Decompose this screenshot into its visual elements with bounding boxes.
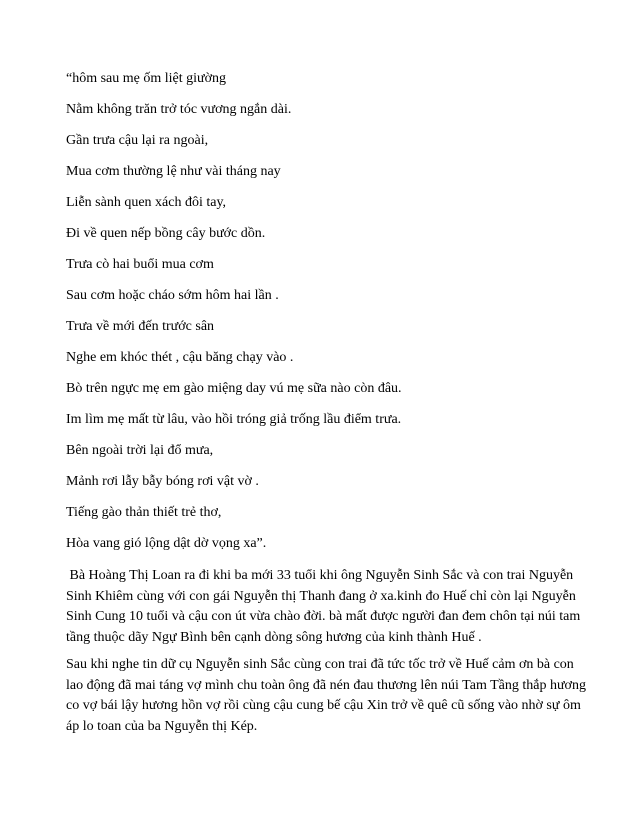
poem-line-13: Bên ngoài trời lại đổ mưa, bbox=[66, 443, 214, 458]
poem-line-14: Mảnh rơi lẫy bẫy bóng rơi vật vờ . bbox=[66, 474, 259, 489]
poem-line-4: Mua cơm thường lệ như vài tháng nay bbox=[66, 164, 281, 179]
document-page bbox=[66, 70, 586, 744]
poem-line-15: Tiếng gào thản thiết trẻ thơ, bbox=[66, 505, 222, 520]
poem-line-1: “hôm sau mẹ ốm liệt giường bbox=[66, 71, 227, 86]
paragraph-2: Sau khi nghe tin dữ cụ Nguyễn sinh Sắc cùng con trai đã tức tốc trở về Huế cảm ơn bà con lao động đã mai táng vợ mình chu toàn ông đã nén đau thương lên núi Tam Tầng thắp hương co vợ bái lậy hương hồn vợ rồi cùng cậu cung bế cậu Xin trở về quê cũ sống vào nhờ sự ôm áp lo toan của ba Nguyễn thị Kép. bbox=[66, 657, 586, 734]
poem-line-7: Trưa cò hai buổi mua cơm bbox=[66, 257, 214, 272]
poem-line-11: Bò trên ngực mẹ em gào miệng day vú mẹ sữa nào còn đâu. bbox=[66, 381, 402, 396]
poem-line-5: Liễn sành quen xách đôi tay, bbox=[66, 195, 227, 210]
poem-line-16: Hòa vang gió lộng dật dờ vọng xa”. bbox=[66, 536, 267, 551]
poem-line-12: Im lìm mẹ mất từ lâu, vào hồi tróng giả trống lầu điểm trưa. bbox=[66, 412, 402, 427]
poem-line-6: Đi về quen nếp bồng cây bước dồn. bbox=[66, 226, 266, 241]
poem-line-9: Trưa về mới đến trước sân bbox=[66, 319, 215, 334]
poem-line-10: Nghe em khóc thét , cậu băng chạy vào . bbox=[66, 350, 294, 365]
poem-line-3: Gần trưa cậu lại ra ngoài, bbox=[66, 133, 209, 148]
poem-line-2: Nằm không trăn trở tóc vương ngắn dài. bbox=[66, 102, 292, 117]
paragraph-1: Bà Hoàng Thị Loan ra đi khi ba mới 33 tuổi khi ông Nguyễn Sinh Sắc và con trai Nguyễn Sinh Khiêm cùng với con gái Nguyễn thị Thanh đang ở xa.kinh đo Huế chỉ còn lại Nguyễn Sinh Cung 10 tuổi và cậu con út vừa chào đời. bà mất được người đan đem chôn tại núi tam tầng thuộc dãy Ngự Bình bên cạnh dòng sông hương của kinh thành Huế . bbox=[66, 568, 584, 645]
poem-line-8: Sau cơm hoặc cháo sớm hôm hai lần . bbox=[66, 288, 279, 303]
